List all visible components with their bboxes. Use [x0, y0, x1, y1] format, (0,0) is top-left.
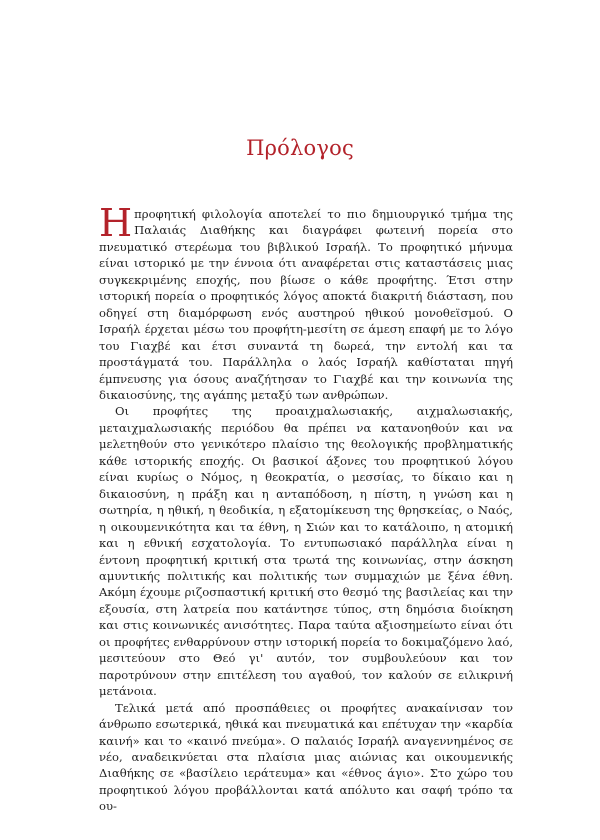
paragraph-1: [99, 201, 513, 403]
drop-cap: Η: [99, 201, 133, 245]
paragraph-1-text: προφητική φιλολογία αποτελεί το πιο δημιουργικό τμήμα της Παλαιάς Διαθήκης και διαγράφει φωτεινή πορεία στο πνευματικό στερέωμα του βιβλικού Ισραήλ. Το προφητικό μήνυμα είναι ιστορικό με την έννοια ότι αναφέρεται στις καταστάσεις μιας συγκεκριμένης εποχής, που βίωσε ο κάθε προφήτης. Έτσι στην ιστορική πορεία ο προφητικός λόγος αποκτά διακριτή διάσταση, που οδηγεί στη διαμόρφωση ενός αυστηρού ηθικού μονοθεϊσμού. Ο Ισραήλ έρχεται μέσω του προφήτη-μεσίτη σε άμεση επαφή με το λόγο του Γιαχβέ και έτσι συναντά τη δωρεά, την εντολή και τα προστάγματά του. Παράλληλα ο λαός Ισραήλ καθίσταται πηγή έμπνευσης για όσους αναζήτησαν το Γιαχβέ και την κοινωνία της δικαιοσύνης, της αγάπης μεταξύ των ανθρώπων.: [99, 207, 513, 402]
paragraph-3: Τελικά μετά από προσπάθειες οι προφήτες ανακαίνισαν τον άνθρωπο εσωτερικά, ηθικά και πνευματικά και επέτυχαν την «καρδία καινή» και το «καινό πνεύμα». Ο παλαιός Ισραήλ αναγεννημένος σε νέο, αναδεικνύεται στα πλαίσια μιας αιώνιας και οικουμενικής Διαθήκης σε «βασίλειο ιεράτευμα» και «έθνος άγιο». Στο χώρο του προφητικού λόγου προβάλλονται κατά απόλυτο και σαφή τρόπο τα ου-: [99, 700, 513, 814]
paragraph-2: Οι προφήτες της προαιχμαλωσιακής, αιχμαλωσιακής, μεταιχμαλωσιακής περιόδου θα πρέπει να κατανοηθούν και να μελετηθούν στο γενικότερο πλαίσιο της θεολογικής προβληματικής κάθε ιστορικής εποχής. Οι βασικοί άξονες του προφητικού λόγου είναι κυρίως ο Νόμος, η θεοκρατία, ο μεσσίας, το δίκαιο και η δικαιοσύνη, η πράξη και η ανταπόδοση, η πίστη, η γνώση και η σωτηρία, η ηθική, η θεοδικία, η εξατομίκευση της θρησκείας, ο Ναός, η οικουμενικότητα και τα έθνη, η Σιών και το κατάλοιπο, η ατομική και η εθνική εσχατολογία. Το εντυπωσιακό παράλληλα είναι η έντονη προφητική κριτική στα τρωτά της κοινωνίας, στην άσκηση αμυντικής πολιτικής και πολιτικής των συμμαχιών με ξένα έθνη. Ακόμη έχουμε ριζοσπαστική κριτική στο θεσμό της βασιλείας και την εξουσία, στη λατρεία που κατάντησε τύπος, στη δημόσια διοίκηση και στις κοινωνικές ανισότητες. Παρα ταύτα αξιοσημείωτο είναι ότι οι προφήτες ενθαρρύνουν στην ιστορική πορεία το δοκιμαζόμενο λαό, μεσιτεύουν στο Θεό γι' αυτόν, τον συμβουλεύουν και τον παροτρύνουν στην επιτέλεση του αγαθού, τον καλούν σε ειλικρινή μετάνοια.: [99, 404, 513, 699]
body-text: [99, 201, 513, 815]
chapter-title: Πρόλογος: [246, 136, 354, 160]
